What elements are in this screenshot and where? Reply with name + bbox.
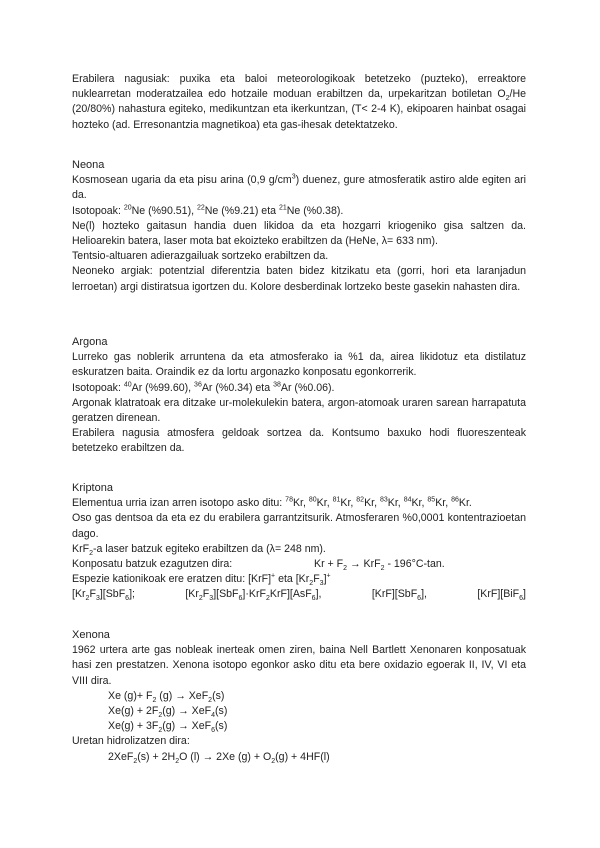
section-kriptona bbox=[72, 481, 526, 603]
reaction-line: $2XeF_2(s) + 2H_2O$ (l) → 2Xe $(g) + O_2(g) + 4HF(l)$ bbox=[108, 750, 330, 765]
section-title: Kriptona bbox=[72, 482, 113, 494]
paragraph: 1962 urtera arte gas nobleak inerteak omen ziren, baina Nell Bartlett Xenonaren konposatuak hasi zen prestatzen. Xenona isotopo egonkor asko ditu eta bere oxidazio egoerak II, IV, VI eta VIII dira. bbox=[72, 644, 526, 687]
section-argona bbox=[72, 335, 526, 457]
paragraph: Tentsio-altuaren adierazgailuak sortzeko erabiltzen da. bbox=[72, 250, 329, 263]
isotopes-line: Isotopoak: $^{40}$Ar (%99.60), $^{36}$Ar (%0.34) eta $^{38}$Ar (%0.06). bbox=[72, 381, 335, 394]
paragraph: Ne(l) hozteko gaitasun handia duen likidoa da eta hozgarri kriogeniko gisa saltzen da. Helioarekin batera, laser mota bat ekoizteko erabiltzen da (HeNe, λ= 633 nm). bbox=[72, 219, 526, 248]
paragraph: KrF$_2$-a laser batzuk egiteko erabiltzen da (λ= 248 nm). bbox=[72, 542, 326, 557]
species-item: [KrF][SbF$_6$], bbox=[371, 588, 427, 603]
isotope-mass: 80 bbox=[308, 496, 317, 504]
section-title: Argona bbox=[72, 336, 108, 348]
section-xenona bbox=[72, 628, 526, 765]
isotope-symbol: Kr bbox=[292, 497, 303, 510]
paragraph: Neoneko argiak: potentzial diferentzia baten bidez kitzikatu eta (gorri, hori eta laranjadun lerroetan) argi distiratsua igortzen du. Kolore desberdinak lortzeko beste gasekin nahasten dira. bbox=[72, 265, 526, 293]
section-title: Xenona bbox=[72, 629, 110, 641]
isotope-mass: 81 bbox=[332, 496, 341, 504]
paragraph: Erabilera nagusia atmosfera geldoak sortzea da. Kontsumo baxuko hodi fluoreszenteak betetzeko erabiltzen da. bbox=[72, 427, 526, 455]
isotope-symbol: Kr bbox=[435, 497, 446, 510]
reaction-line: $Xe(g) + 3F_2(g) \to XeF_6(s)$ bbox=[108, 720, 228, 735]
isotopes-line: Isotopoak: $^{20}$Ne (%90.51), $^{22}$Ne (%9.21) eta $^{21}$Ne (%0.38). bbox=[72, 204, 344, 217]
isotopes-line: Elementua urria izan arren isotopo asko ditu: $^{78}$Kr, $^{80}$Kr, $^{81}$Kr, $^{82}$Kr, $^{83}$Kr, $^{84}$Kr, $^{85}$Kr, $^{86}$Kr. bbox=[72, 496, 472, 510]
species-row bbox=[72, 587, 526, 602]
isotope-mass: 84 bbox=[403, 496, 412, 504]
isotope-mass: 86 bbox=[451, 496, 459, 504]
isotope-mass: 78 bbox=[285, 496, 293, 504]
paragraph: Kosmosean ugaria da eta pisu arina (0,9 $g/cm^3$) duenez, gure atmosferatik astiro alde egiten ari da. bbox=[72, 173, 526, 202]
isotope-mass: 85 bbox=[427, 496, 436, 504]
section-title: Neona bbox=[72, 159, 105, 171]
isotope-mass: 82 bbox=[356, 496, 365, 504]
section-neona bbox=[72, 158, 526, 295]
paragraph: Espezie kationikoak ere eratzen ditu: [KrF]+ eta $[Kr_2F_3]^+$ bbox=[72, 572, 331, 588]
species-item: $[Kr_2F_3][SbF_6]$; bbox=[72, 588, 135, 603]
reaction-line: Konposatu batzuk ezagutzen dira: $Kr + F_2 \to KrF_2 - 196^\circ C-\tan$. bbox=[72, 558, 445, 573]
isotope-symbol: Kr bbox=[387, 497, 398, 510]
isotope-symbol: Kr bbox=[411, 497, 422, 510]
isotope-symbol: Kr bbox=[340, 497, 351, 510]
species-item: $[Kr_2F_3][SbF_6]\cdot KrF_2KrF][AsF_6]$, bbox=[185, 588, 322, 603]
isotope-symbol: Kr bbox=[364, 497, 375, 510]
species-item: [KrF][BiF$_6$] bbox=[477, 588, 526, 603]
intro-paragraph: Erabilera nagusiak: puxika eta baloi meteorologikoak betetzeko (puzteko), erreaktore nuklearretan moderatzailea edo hotzaile moduan erabiltzen da, urpekaritzan botiletan $O_2/He$ (20/80%) nahastura egiteko, medikuntzan eta ikerkuntzan, (T< 2-4 K), ekipoaren hainbat osagai hozteko (ad. Erresonantzia magnetikoa) eta gas-ihesak detektatzeko. bbox=[72, 73, 526, 131]
isotope-symbol: Kr bbox=[316, 497, 327, 510]
isotope-mass: 83 bbox=[379, 496, 388, 504]
paragraph: Argonak klatratoak era ditzake ur-molekulekin batera, argon-atomoak uraren sarean harrapatuta geratzen direnean. bbox=[72, 396, 526, 425]
reaction-line: Xe $(g)+ F_2$ (g) → XeF$_2$(s) bbox=[108, 689, 225, 704]
isotope-symbol: Kr bbox=[458, 497, 469, 510]
paragraph: Uretan hidrolizatzen dira: bbox=[72, 735, 190, 748]
paragraph: Oso gas dentsoa da eta ez du erabilera garrantzitsurik. Atmosferaren %0,0001 kontentrazioetan dago. bbox=[72, 512, 526, 540]
paragraph: Lurreko gas noblerik arruntena da eta atmosferako ia %1 da, airea likidotuz eta distilatuz eskuratzen baita. Oraindik ez da lortu argonazko konposatu egonkorrerik. bbox=[72, 351, 526, 379]
reaction-line: $Xe(g) + 2F_2(g) \to XeF_4(s)$ bbox=[108, 705, 228, 720]
